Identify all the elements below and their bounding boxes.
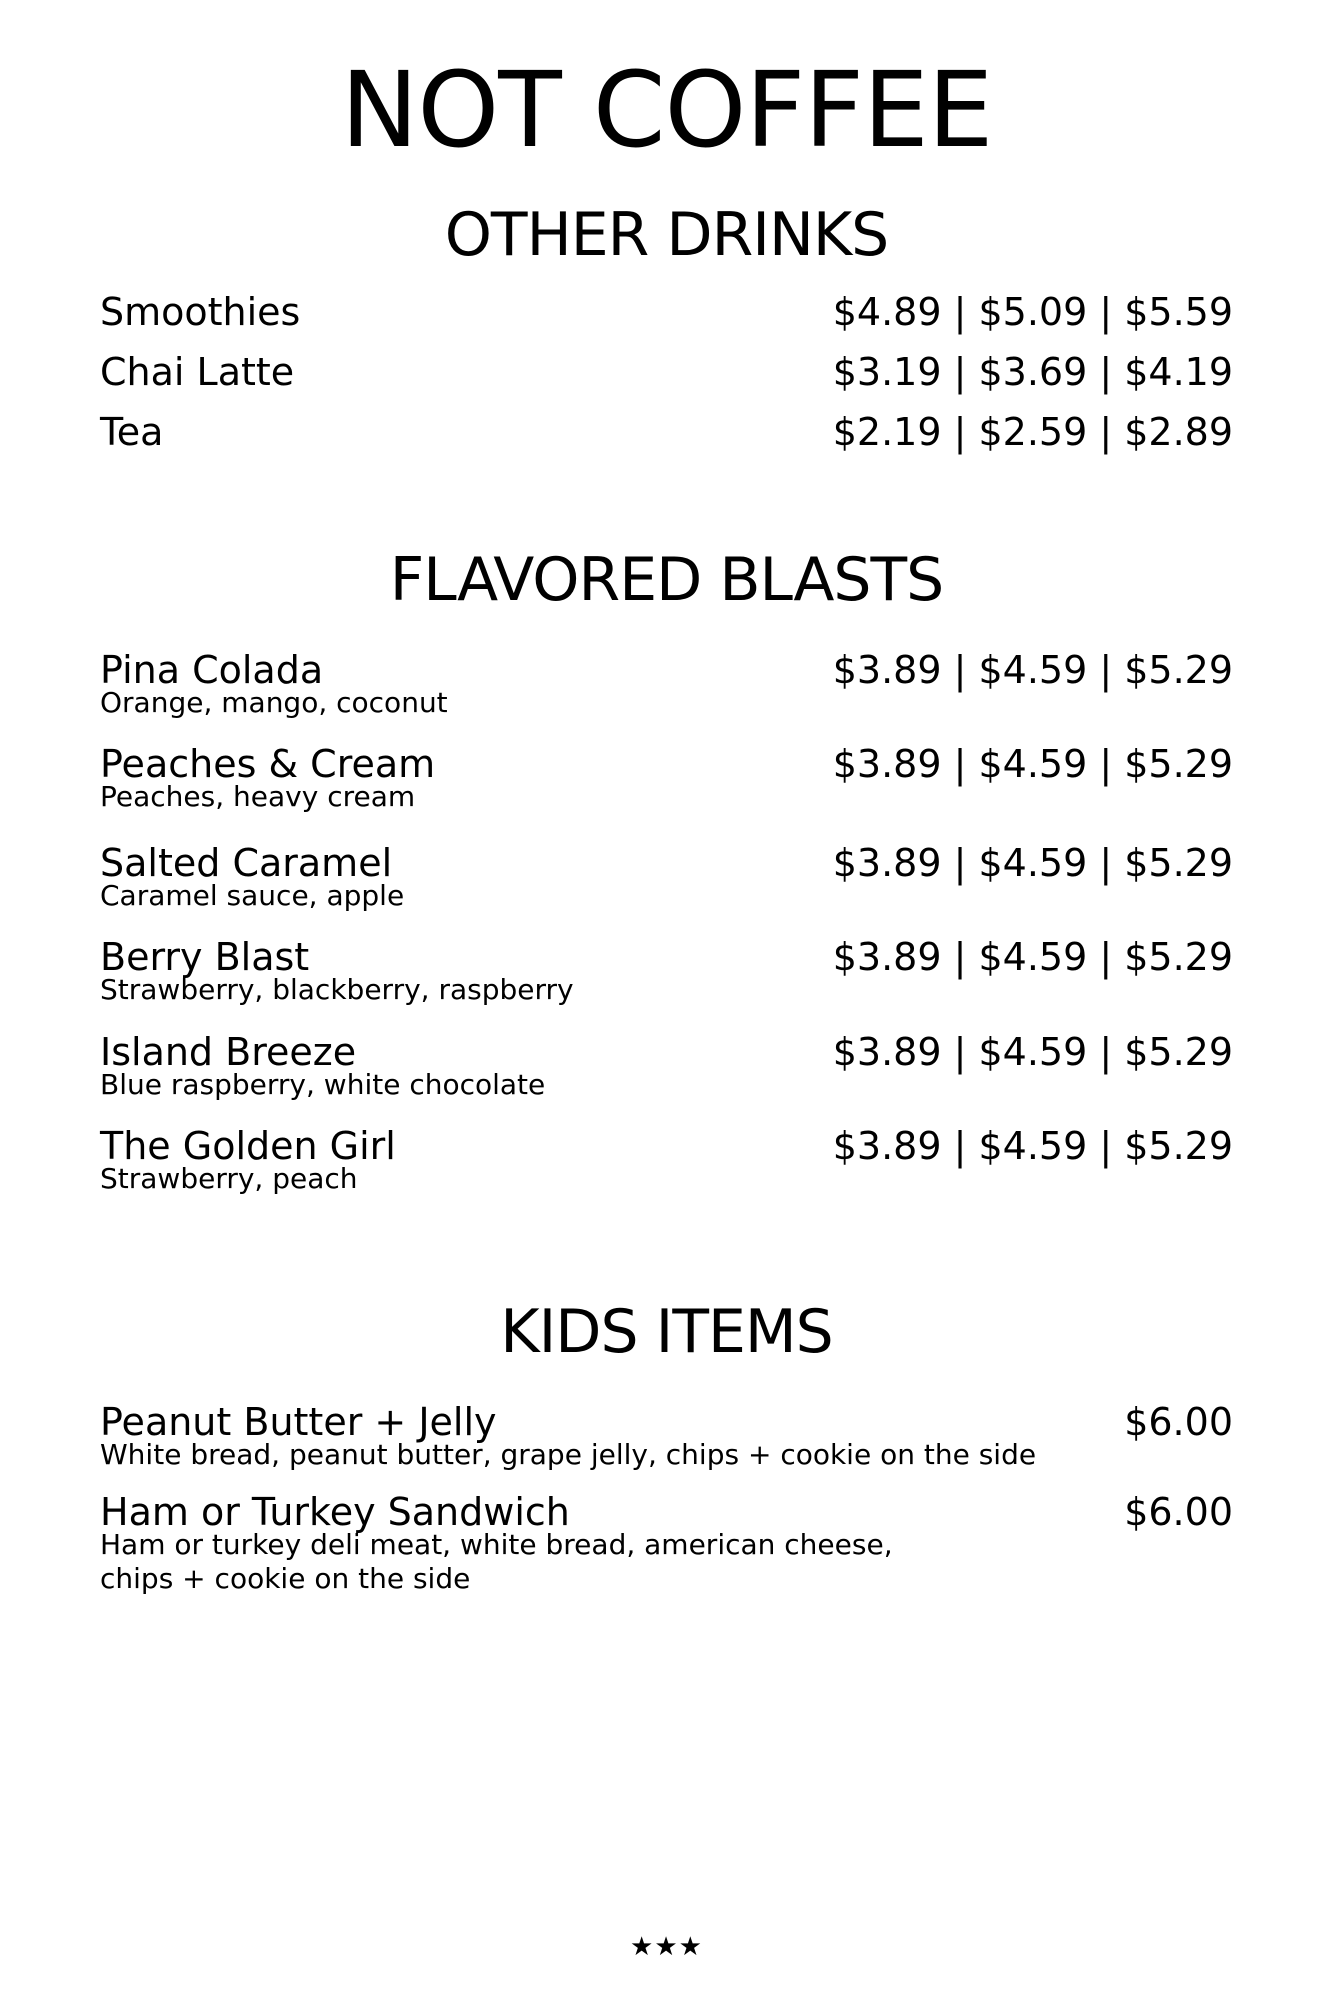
section-title-flavored-blasts: FLAVORED BLASTS [389, 545, 944, 615]
item-name: Salted Caramel [100, 841, 393, 885]
item-name: Island Breeze [100, 1030, 357, 1074]
item-name: Pina Colada [100, 648, 324, 692]
item-name: Peanut Butter + Jelly [100, 1400, 497, 1444]
star-divider-icon: ★★★ [630, 1932, 703, 1962]
item-price: $3.89 | $4.59 | $5.29 [832, 1030, 1233, 1074]
item-name: The Golden Girl [100, 1124, 396, 1168]
page-title: NOT COFFEE [340, 49, 993, 171]
item-price: $3.89 | $4.59 | $5.29 [832, 841, 1233, 885]
item-price: $3.89 | $4.59 | $5.29 [832, 1124, 1233, 1168]
section-title-other-drinks: OTHER DRINKS [444, 200, 889, 270]
item-price: $4.89 | $5.09 | $5.59 [832, 290, 1233, 334]
item-name: Ham or Turkey Sandwich [100, 1490, 570, 1534]
item-price: $6.00 [1124, 1400, 1233, 1444]
item-price: $3.89 | $4.59 | $5.29 [832, 742, 1233, 786]
item-description: Peaches, heavy cream [100, 780, 416, 813]
item-description: Strawberry, blackberry, raspberry [100, 973, 574, 1006]
item-price: $3.89 | $4.59 | $5.29 [832, 935, 1233, 979]
item-price: $6.00 [1124, 1490, 1233, 1534]
item-price: $2.19 | $2.59 | $2.89 [832, 410, 1233, 454]
item-price: $3.89 | $4.59 | $5.29 [832, 648, 1233, 692]
item-name: Tea [100, 410, 164, 454]
item-name: Berry Blast [100, 935, 310, 979]
item-name: Chai Latte [100, 350, 295, 394]
section-title-kids-items: KIDS ITEMS [500, 1297, 833, 1367]
item-name: Smoothies [100, 290, 301, 334]
item-description: Blue raspberry, white chocolate [100, 1068, 546, 1101]
item-description: Strawberry, peach [100, 1162, 358, 1195]
item-description: Orange, mango, coconut [100, 686, 448, 719]
item-description: Caramel sauce, apple [100, 879, 405, 912]
item-name: Peaches & Cream [100, 742, 436, 786]
item-description: Ham or turkey deli meat, white bread, american cheese, chips + cookie on the side [100, 1528, 893, 1595]
item-price: $3.19 | $3.69 | $4.19 [832, 350, 1233, 394]
item-description: White bread, peanut butter, grape jelly, chips + cookie on the side [100, 1438, 1037, 1471]
